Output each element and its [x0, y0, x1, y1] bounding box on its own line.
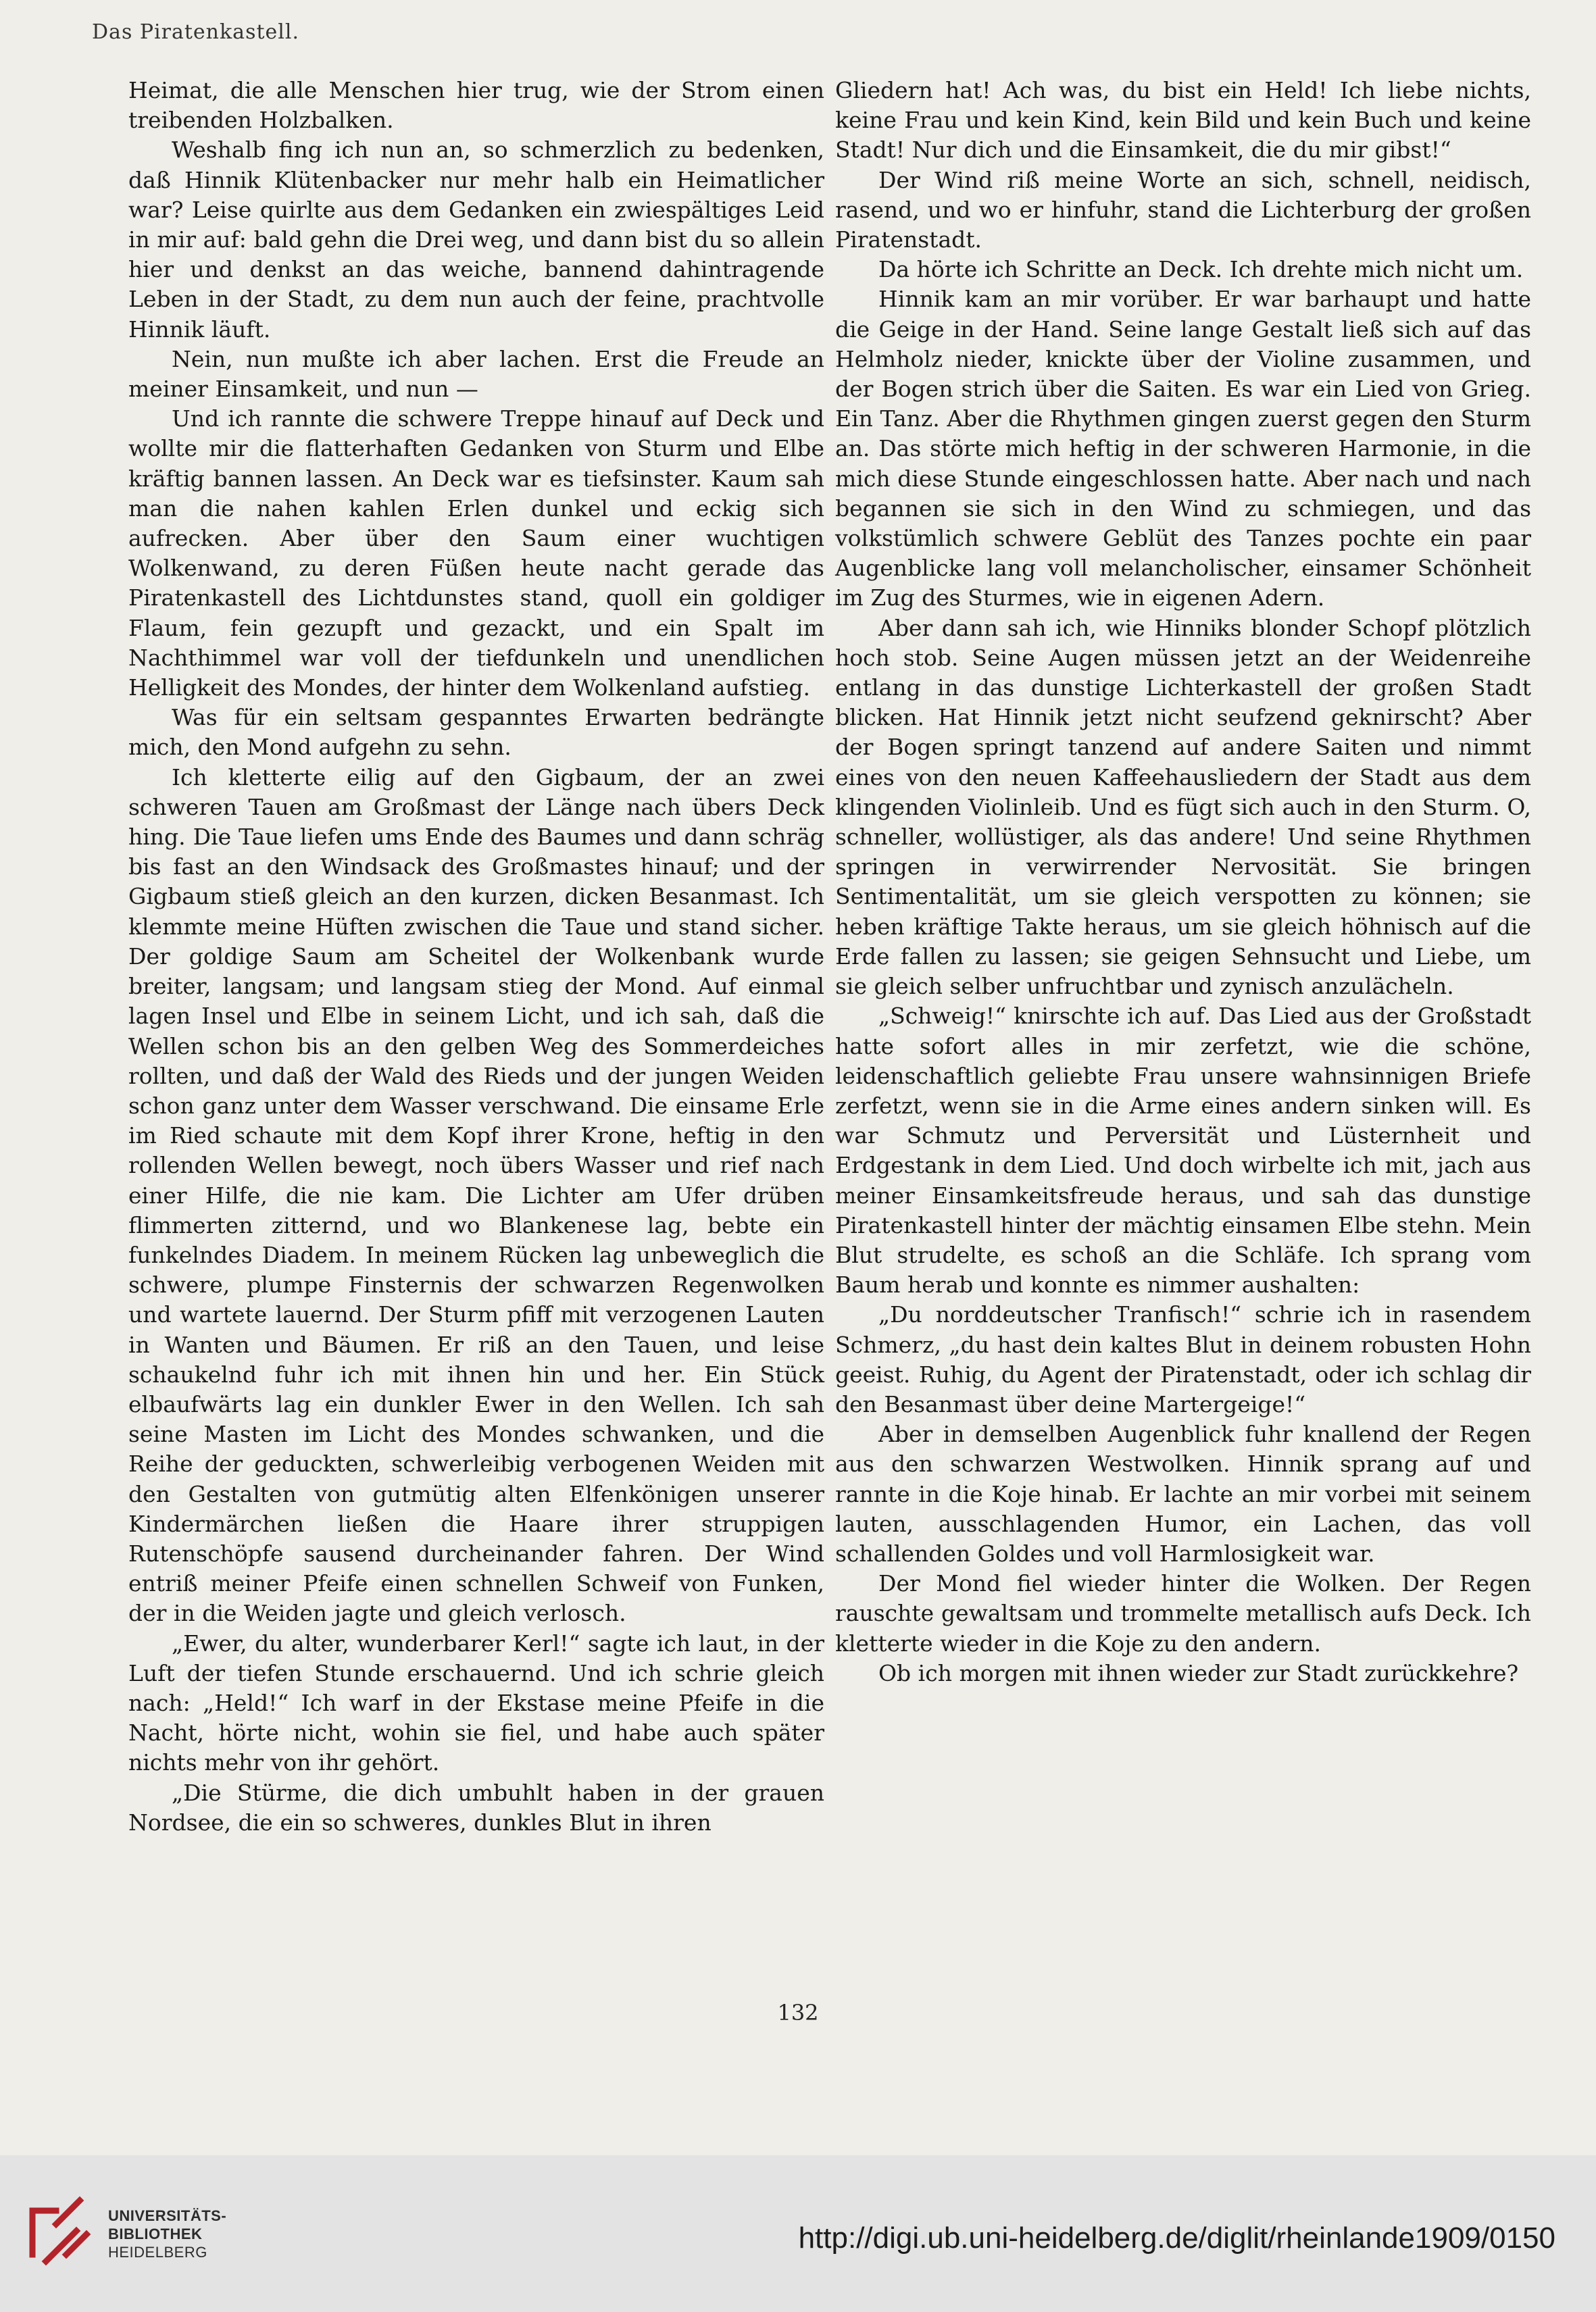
institution-line-1: UNIVERSITÄTS- — [108, 2207, 227, 2224]
paragraph: Ob ich morgen mit ihnen wieder zur Stadt zurückkehre? — [878, 1659, 1519, 1686]
page-number: 132 — [777, 2000, 819, 2026]
paragraph: Der Mond fiel wieder hinter die Wolken. Der Regen rauschte gewaltsam und trommelte metallisch aufs Deck. Ich kletterte wieder in die Koje zu den andern. — [835, 1570, 1531, 1657]
right-column — [835, 76, 1531, 1688]
paragraph: Der Wind riß meine Worte an sich, schnell, neidisch, rasend, und wo er hinfuhr, stand die Lichterburg der großen Piratenstadt. — [835, 166, 1531, 253]
running-head: Das Piratenkastell. — [92, 20, 300, 44]
paragraph: Ich kletterte eilig auf den Gigbaum, der an zwei schweren Tauen am Großmast der Länge nach übers Deck hing. Die Taue liefen ums Ende des Baumes und dann schräg bis fast an den Windsack des Großmastes hinauf; und der Gigbaum stieß gleich an den kurzen, dicken Besanmast. Ich klemmte meine Hüften zwischen die Taue und stand sicher. Der goldige Saum am Scheitel der Wolkenbank wurde breiter, langsam; und langsam stieg der Mond. Auf einmal lagen Insel und Elbe in seinem Licht, und ich sah, daß die Wellen schon bis an den gelben Weg des Sommerdeiches rollten, und daß der Wald des Rieds und der jungen Weiden schon ganz unter dem Wasser verschwand. Die einsame Erle im Ried schaute mit dem Kopf ihrer Krone, heftig in den rollenden Wellen bewegt, noch übers Wasser und rief nach einer Hilfe, die nie kam. Die Lichter am Ufer drüben flimmerten zitternd, und wo Blankenese lag, bebte ein funkelndes Diadem. In meinem Rücken lag unbeweglich die schwere, plumpe Finsternis der schwarzen Regenwolken und wartete lauernd. Der Sturm pfiff mit verzogenen Lauten in Wanten und Bäumen. Er riß an den Tauen, und leise schaukelnd fuhr ich mit ihnen hin und her. Ein Stück elbaufwärts lag ein dunkler Ewer in den Wellen. Ich sah seine Masten im Licht des Mondes schwanken, und die Reihe der geduckten, schwerleibig verbogenen Weiden mit den Gestalten von gutmütig alten Elfenkönigen unserer Kindermärchen ließen die Haare ihrer struppigen Rutenschöpfe sausend durcheinander fahren. Der Wind entriß meiner Pfeife einen schnellen Schweif von Funken, der in die Weiden jagte und gleich verlosch. — [128, 763, 824, 1627]
paragraph: Gliedern hat! Ach was, du bist ein Held! Ich liebe nichts, keine Frau und kein Kind, kein Bild und kein Buch und keine Stadt! Nur dich und die Einsamkeit, die du mir gibst!“ — [835, 77, 1531, 164]
paragraph: „Die Stürme, die dich umbuhlt haben in der grauen Nordsee, die ein so schweres, dunkles Blut in ihren — [128, 1779, 824, 1836]
paragraph: „Du norddeutscher Tranfisch!“ schrie ich in rasendem Schmerz, „du hast dein kaltes Blut in deinem robusten Hohn geeist. Ruhig, du Agent der Piratenstadt, oder ich schlag dir den Besanmast über deine Martergeige!“ — [835, 1301, 1531, 1417]
paragraph: Hinnik kam an mir vorüber. Er war barhaupt und hatte die Geige in der Hand. Seine lange Gestalt ließ sich auf das Helmholz nieder, knickte über der Violine zusammen, und der Bogen strich über die Saiten. Es war ein Lied von Grieg. Ein Tanz. Aber die Rhythmen gingen zuerst gegen den Sturm an. Das störte mich heftig in der schweren Harmonie, in die mich diese Stunde eingeschlossen hatte. Aber nach und nach begannen sie sich in den Wind zu schmiegen, und das volkstümlich schwere Geblüt des Tanzes pochte ein paar Augenblicke lang voll melancholischer, einsamer Schönheit im Zug des Sturmes, wie in eigenen Adern. — [835, 286, 1531, 611]
paragraph: „Schweig!“ knirschte ich auf. Das Lied aus der Großstadt hatte sofort alles in mir zerfetzt, wie die schöne, leidenschaftlich geliebte Frau unsere wahnsinnigen Briefe zerfetzt, wenn sie in die Arme eines andern sinken will. Es war Schmutz und Perversität und Lüsternheit und Erdgestank in dem Lied. Und doch wirbelte ich mit, jach aus meiner Einsamkeitsfreude heraus, und sah das dunstige Piratenkastell hinter der mächtig einsamen Elbe stehn. Mein Blut strudelte, es schoß an die Schläfe. Ich sprang vom Baum herab und konnte es nimmer aushalten: — [835, 1003, 1531, 1299]
paragraph: Und ich rannte die schwere Treppe hinauf auf Deck und wollte mir die flatterhaften Gedanken von Sturm und Elbe kräftig bannen lassen. An Deck war es tiefsinster. Kaum sah man die nahen kahlen Erlen dunkel und eckig sich aufrecken. Aber über den Saum einer wuchtigen Wolkenwand, zu deren Füßen heute nacht gerade das Piratenkastell des Lichtdunstes stand, quoll ein goldiger Flaum, fein gezupft und gezackt, und ein Spalt im Nachthimmel war voll der tiefdunkeln und unendlichen Helligkeit des Mondes, der hinter dem Wolkenland aufstieg. — [128, 405, 824, 701]
paragraph: Was für ein seltsam gespanntes Erwarten bedrängte mich, den Mond aufgehn zu sehn. — [128, 704, 824, 761]
paragraph: Aber in demselben Augenblick fuhr knallend der Regen aus den schwarzen Westwolken. Hinnik sprang auf und rannte in die Koje hinab. Er lachte an mir vorbei mit seinem lauten, ausschlagenden Humor, ein Lachen, das voll schallenden Goldes und voll Harmlosigkeit war. — [835, 1421, 1531, 1567]
left-column — [128, 76, 824, 1838]
paragraph: Weshalb fing ich nun an, so schmerzlich zu bedenken, daß Hinnik Klütenbacker nur mehr halb ein Heimatlicher war? Leise quirlte aus dem Gedanken ein zwiespältiges Leid in mir auf: bald gehn die Drei weg, und dann bist du so allein hier und denkst an das weiche, bannend dahintragende Leben in der Stadt, zu dem nun auch der feine, prachtvolle Hinnik läuft. — [128, 136, 824, 343]
library-footer — [0, 2155, 1596, 2312]
paragraph: Heimat, die alle Menschen hier trug, wie der Strom einen treibenden Holzbalken. — [128, 77, 824, 134]
paragraph: Nein, nun mußte ich aber lachen. Erst die Freude an meiner Einsamkeit, und nun — — [128, 345, 824, 403]
institution-line-3: HEIDELBERG — [108, 2244, 207, 2261]
library-logo-icon — [19, 2190, 100, 2271]
paragraph: „Ewer, du alter, wunderbarer Kerl!“ sagte ich laut, in der Luft der tiefen Stunde erschauernd. Und ich schrie gleich nach: „Held!“ Ich warf in der Ekstase meine Pfeife in die Nacht, hörte nicht, wohin sie fiel, und habe auch später nichts mehr von ihr gehört. — [128, 1630, 824, 1776]
institution-name — [108, 2207, 226, 2261]
institution-line-2: BIBLIOTHEK — [108, 2226, 203, 2242]
paragraph: Da hörte ich Schritte an Deck. Ich drehte mich nicht um. — [878, 256, 1524, 283]
source-url[interactable]: http://digi.ub.uni-heidelberg.de/diglit/rheinlande1909/0150 — [798, 2221, 1555, 2255]
paragraph: Aber dann sah ich, wie Hinniks blonder Schopf plötzlich hoch stob. Seine Augen müssen jetzt an der Weidenreihe entlang in das dunstige Lichterkastell der großen Stadt blicken. Hat Hinnik jetzt nicht seufzend geknirscht? Aber der Bogen springt tanzend auf andere Saiten und nimmt eines von den neuen Kaffeehausliedern der Stadt aus dem klingenden Violinleib. Und es fügt sich auch in den Sturm. O, schneller, wollüstiger, als das andere! Und seine Rhythmen springen in verwirrender Nervosität. Sie bringen Sentimentalität, um sie gleich verspotten zu können; sie heben kräftige Takte heraus, um sie gleich höhnisch auf die Erde fallen zu lassen; sie geigen Sehnsucht und Liebe, um sie gleich selber unfruchtbar und zynisch anzulächeln. — [835, 614, 1531, 1000]
